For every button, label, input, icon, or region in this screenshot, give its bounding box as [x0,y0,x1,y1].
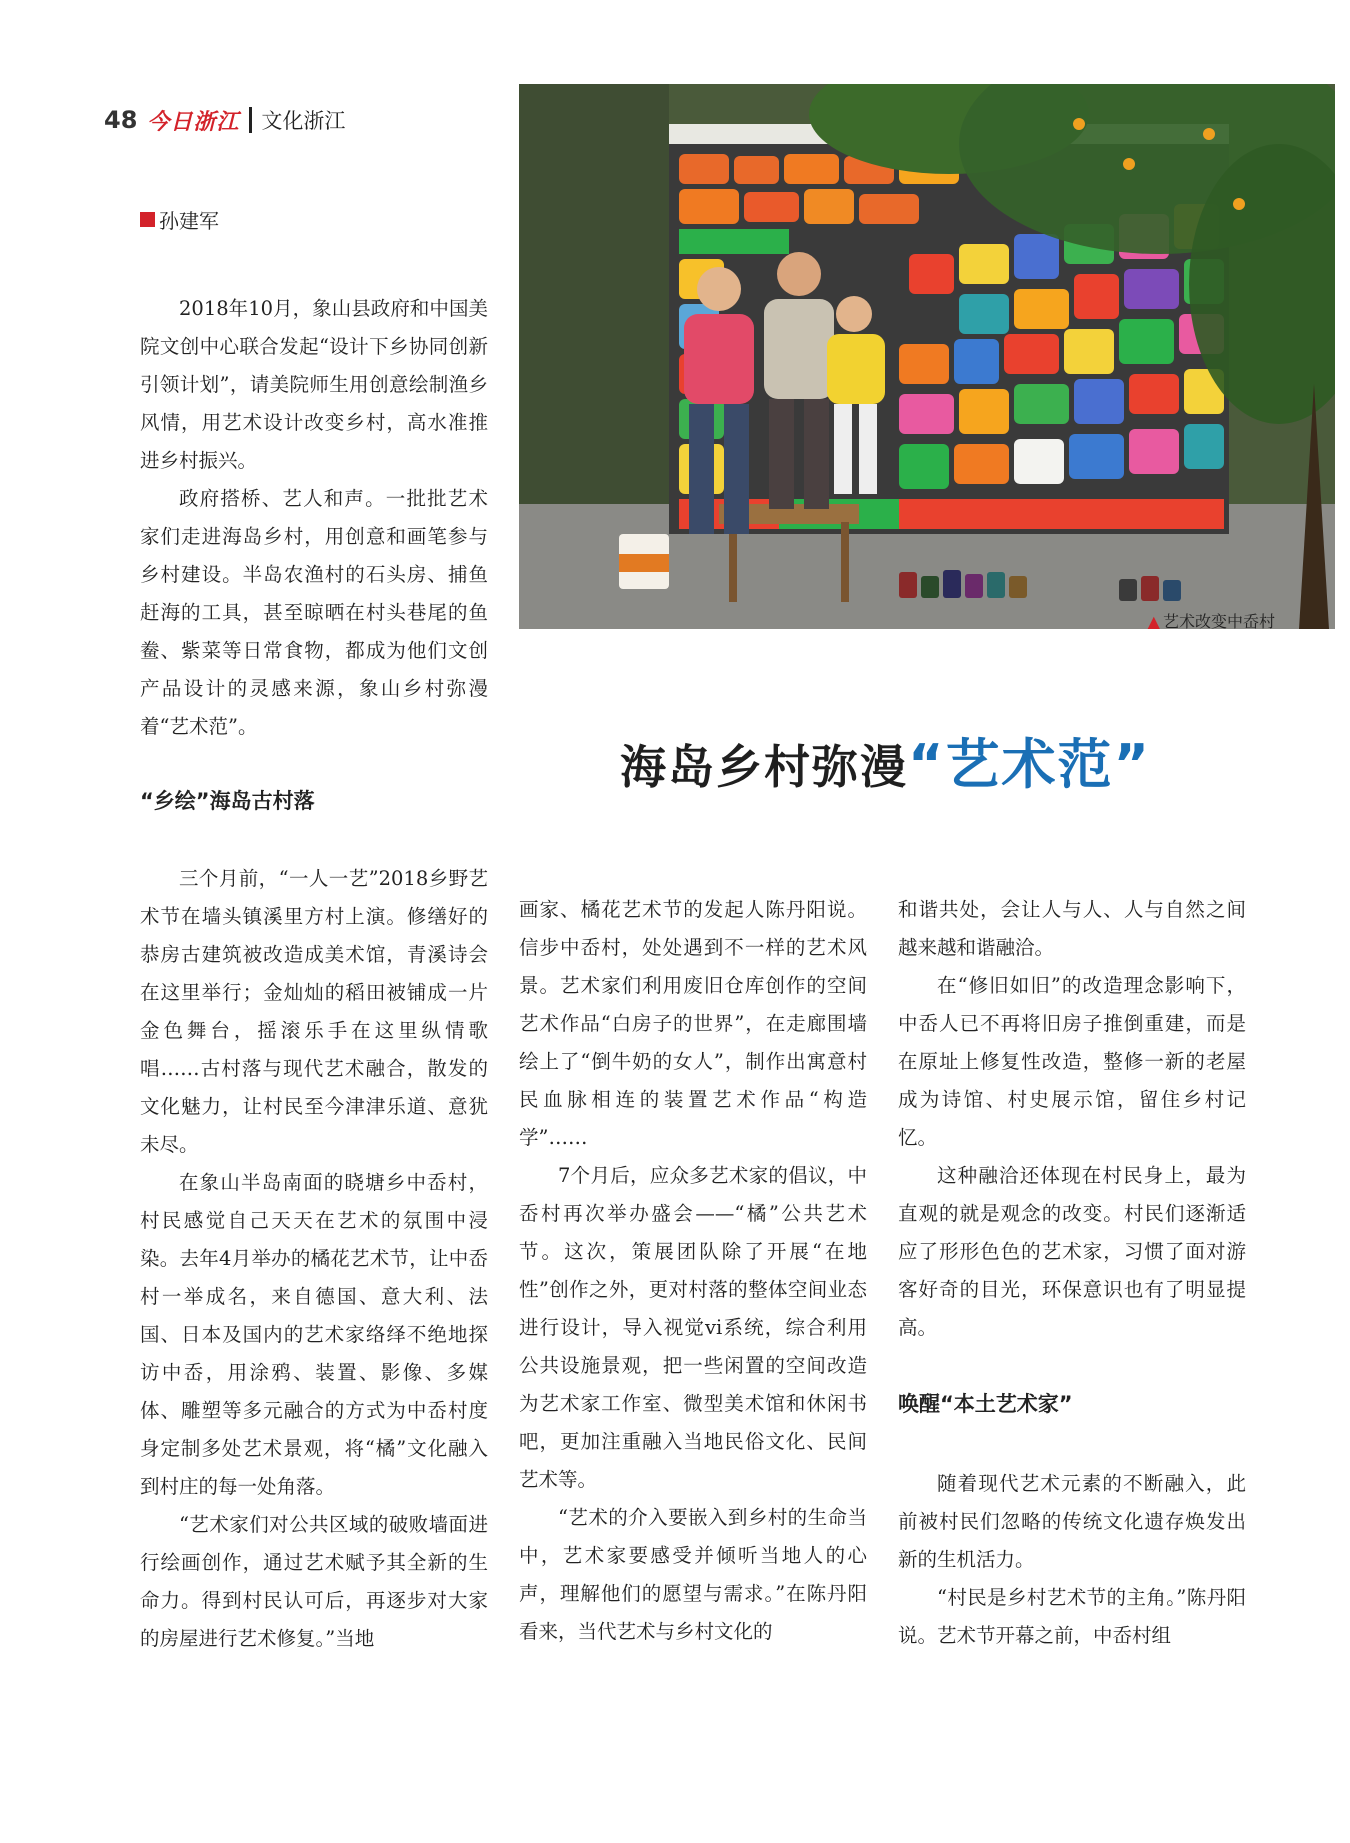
article-column-2 [519,891,867,1651]
col3-paragraph-5: “村民是乡村艺术节的主角。”陈丹阳说。艺术节开幕之前，中岙村组 [898,1586,1246,1647]
col3-paragraph-2: 在“修旧如旧”的改造理念影响下，中岙人已不再将旧房子推倒重建，而是在原址上修复性改造，整修一新的老屋成为诗馆、村史展示馆，留住乡村记忆。 [898,974,1246,1149]
magazine-logo: 今日浙江 [147,108,240,135]
article-column-3-subhead [898,1385,1246,1423]
article-column-1 [140,290,488,746]
article-column-3-body [898,1465,1246,1655]
photo-illustration [519,84,1335,629]
col2-paragraph-3: “艺术的介入要嵌入到乡村的生命当中，艺术家要感受并倾听当地人的心声，理解他们的愿望与需求。”在陈丹阳看来，当代艺术与乡村文化的 [519,1506,867,1643]
body-paragraph-5: “艺术家们对公共区域的破败墙面进行绘画创作，通过艺术赋予其全新的生命力。得到村民认可后，再逐步对大家的房屋进行艺术修复。”当地 [140,1513,488,1650]
body-paragraph-3: 三个月前，“一人一艺”2018乡野艺术节在墙头镇溪里方村上演。修缮好的恭房古建筑被改造成美术馆，青溪诗会在这里举行；金灿灿的稻田被铺成一片金色舞台，摇滚乐手在这里纵情歌唱……古村落与现代艺术融合，散发的文化魅力，让村民至今津津乐道、意犹未尽。 [140,867,488,1156]
subhead-local-artists: 唤醒“本土艺术家” [898,1392,1073,1416]
intro-paragraph-1: 2018年10月，象山县政府和中国美院文创中心联合发起“设计下乡协同创新引领计划”，请美院师生用创意绘制渔乡风情，用艺术设计改变乡村，高水准推进乡村振兴。 [140,297,488,472]
col3-paragraph-1: 和谐共处，会让人与人、人与自然之间越来越和谐融洽。 [898,898,1246,959]
headline-accent: “艺术范” [908,733,1151,796]
intro-paragraph-2: 政府搭桥、艺人和声。一批批艺术家们走进海岛乡村，用创意和画笔参与乡村建设。半岛农渔村的石头房、捕鱼赶海的工具，甚至晾晒在村头巷尾的鱼鲞、紫菜等日常食物，都成为他们文创产品设计的灵感来源，象山乡村弥漫着“艺术范”。 [140,487,488,738]
author-name: 孙建军 [159,209,219,233]
headline-main: 海岛乡村弥漫 [620,740,908,794]
caption-text: 艺术改变中岙村 [1162,612,1275,631]
col3-paragraph-3: 这种融洽还体现在村民身上，最为直观的就是观念的改变。村民们逐渐适应了形形色色的艺术家，习惯了面对游客好奇的目光，环保意识也有了明显提高。 [898,1164,1246,1339]
article-column-1-subhead [140,782,488,820]
article-column-3 [898,891,1246,1347]
page-number: 48 [104,106,138,134]
subhead-village: “乡绘”海岛古村落 [140,789,315,813]
col3-paragraph-4: 随着现代艺术元素的不断融入，此前被村民们忽略的传统文化遗存焕发出新的生机活力。 [898,1472,1246,1571]
col2-paragraph-1: 画家、橘花艺术节的发起人陈丹阳说。信步中岙村，处处遇到不一样的艺术风景。艺术家们利用废旧仓库创作的空间艺术作品“白房子的世界”，在走廊围墙绘上了“倒牛奶的女人”，制作出寓意村民血脉相连的装置艺术作品“构造学”…… [519,898,867,1149]
body-paragraph-4: 在象山半岛南面的晓塘乡中岙村，村民感觉自己天天在艺术的氛围中浸染。去年4月举办的橘花艺术节，让中岙村一举成名，来自德国、意大利、法国、日本及国内的艺术家络绎不绝地探访中岙，用涂鸦、装置、影像、多媒体、雕塑等多元融合的方式为中岙村度身定制多处艺术景观，将“橘”文化融入到村庄的每一处角落。 [140,1171,488,1498]
author-marker-icon [140,212,155,227]
page-header [104,103,345,137]
section-name: 文化浙江 [261,109,346,133]
article-column-1-body [140,860,488,1658]
article-headline [620,722,1151,799]
author-byline [140,205,219,234]
caption-triangle-icon: ▲ [1147,612,1160,631]
header-divider [249,107,252,133]
col2-paragraph-2: 7个月后，应众多艺术家的倡议，中岙村再次举办盛会——“橘”公共艺术节。这次，策展团队除了开展“在地性”创作之外，更对村落的整体空间业态进行设计，导入视觉vi系统，综合利用公共设施景观，把一些闲置的空间改造为艺术家工作室、微型美术馆和休闲书吧，更加注重融入当地民俗文化、民间艺术等。 [519,1164,867,1491]
article-photo [519,84,1335,629]
photo-caption [1148,609,1275,632]
